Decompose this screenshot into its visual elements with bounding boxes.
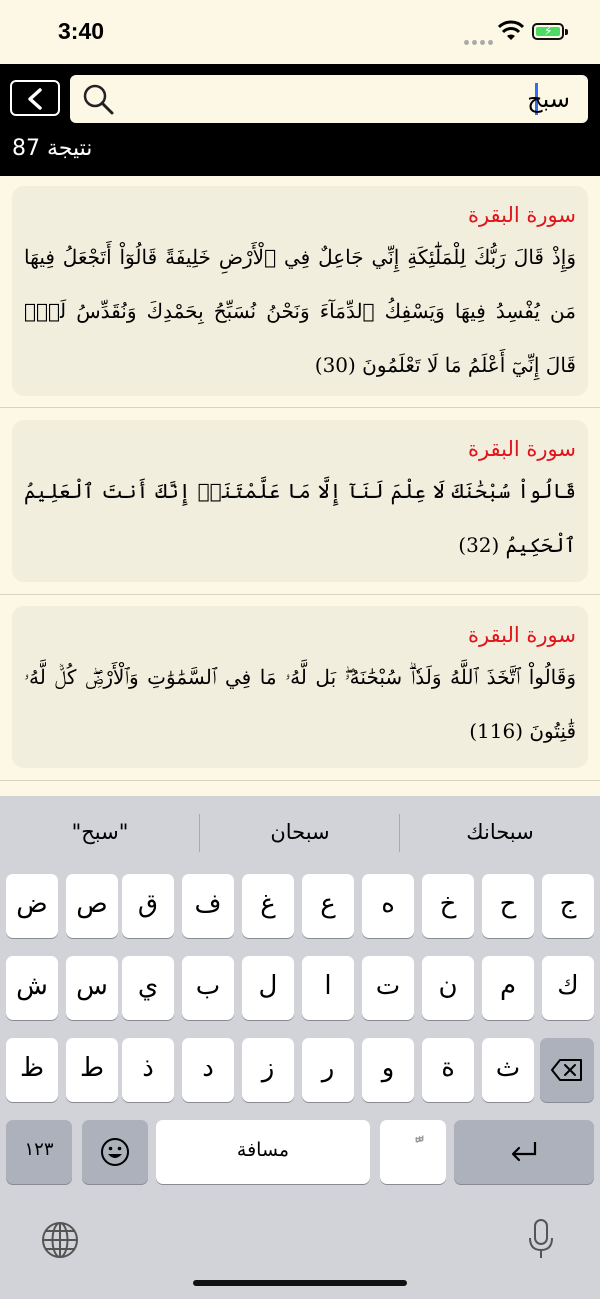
delete-icon [550,1058,584,1082]
key-sheen[interactable]: ش [6,956,58,1020]
return-key[interactable] [454,1120,594,1184]
battery-icon: ⚡ [532,23,564,40]
cellular-signal-icon [464,30,496,49]
key-reh[interactable]: ر [302,1038,354,1102]
result-card[interactable] [12,186,588,396]
key-jeem[interactable]: ج [542,874,594,938]
back-button[interactable] [10,80,60,116]
divider [0,594,600,595]
ayah-text: وَإِذْ قَالَ رَبُّكَ لِلْمَلَٰٓئِكَةِ إِنِّي جَاعِلٌ فِي ٱلْأَرْضِ خَلِيفَةً قَالُوٓاْ أَتَجْعَلُ فِيهَا مَن يُفْسِدُ فِيهَا وَيَسْفِكُ ٱلدِّمَآءَ وَنَحْنُ نُسَبِّحُ بِحَمْدِكَ وَنُقَدِّسُ لَكَۖ قَالَ إِنِّيٓ أَعْلَمُ مَا لَا تَعْلَمُونَ (30) [24,245,576,377]
key-sad[interactable]: ص [66,874,118,938]
ayah-text: قَالُواْ سُبْحَٰنَكَ لَا عِلْمَ لَنَآ إِلَّا مَا عَلَّمْتَنَآۖ إِنَّكَ أَنتَ ٱلْعَلِيمُ ٱلْحَكِيمُ (32) [24,479,577,557]
emoji-key[interactable] [82,1120,148,1184]
key-noon[interactable]: ن [422,956,474,1020]
suggestion-bar [0,796,600,874]
key-yeh[interactable]: ي [122,956,174,1020]
key-thal[interactable]: ذ [122,1038,174,1102]
key-kaf[interactable]: ك [542,956,594,1020]
result-count: 87 نتيجة [12,136,93,161]
microphone-icon[interactable] [526,1218,556,1260]
sura-name: سورة البقرة [467,203,576,227]
status-bar [0,0,600,64]
return-icon [509,1140,539,1162]
search-header [0,64,600,176]
key-qaf[interactable]: ق [122,874,174,938]
globe-icon[interactable] [40,1220,80,1260]
key-heh[interactable]: ه [362,874,414,938]
result-card[interactable] [12,420,588,582]
key-seen[interactable]: س [66,956,118,1020]
key-tah[interactable]: ط [66,1038,118,1102]
ayah-text: وَقَالُواْ ٱتَّخَذَ ٱللَّهُ وَلَدٗاۗ سُبْحَٰنَهُۥۖ بَل لَّهُۥ مَا فِي ٱلسَّمَٰوَٰتِ وَٱلْأَرْضِۖ كُلّٞ لَّهُۥ قَٰنِتُونَ (116) [24,665,576,743]
key-meem[interactable]: م [482,956,534,1020]
key-zain[interactable]: ز [242,1038,294,1102]
search-input[interactable] [70,75,588,123]
wifi-icon [498,20,524,42]
suggestion-3[interactable]: "سبح" [71,820,129,844]
diacritic-key[interactable] [380,1120,446,1184]
emoji-icon [99,1136,131,1168]
sura-name: سورة البقرة [467,623,576,647]
search-icon [82,83,116,115]
key-hah[interactable]: ح [482,874,534,938]
key-ain[interactable]: ع [302,874,354,938]
home-indicator[interactable] [193,1280,407,1286]
space-key[interactable]: مسافة [156,1120,370,1184]
arabic-keyboard [0,796,600,1299]
key-theh[interactable]: ث [482,1038,534,1102]
key-zah[interactable]: ظ [6,1038,58,1102]
sura-name: سورة البقرة [467,437,576,461]
key-teh[interactable]: ت [362,956,414,1020]
key-feh[interactable]: ف [182,874,234,938]
divider [0,780,600,781]
suggestion-2[interactable]: سبحان [270,820,330,844]
delete-key[interactable] [540,1038,594,1102]
key-beh[interactable]: ب [182,956,234,1020]
key-khah[interactable]: خ [422,874,474,938]
key-dal[interactable]: د [182,1038,234,1102]
key-lam[interactable]: ل [242,956,294,1020]
key-waw[interactable]: و [362,1038,414,1102]
divider [0,407,600,408]
numbers-key[interactable]: ١٢٣ [6,1120,72,1184]
key-dad[interactable]: ض [6,874,58,938]
result-card[interactable] [12,606,588,768]
status-time: 3:40 [58,18,105,44]
key-ghain[interactable]: غ [242,874,294,938]
chevron-left-icon [26,88,44,110]
search-query: سبح [527,85,570,113]
suggestion-1[interactable]: سبحانك [466,820,534,844]
key-alef[interactable]: ا [302,956,354,1020]
key-teh-marbuta[interactable]: ة [422,1038,474,1102]
